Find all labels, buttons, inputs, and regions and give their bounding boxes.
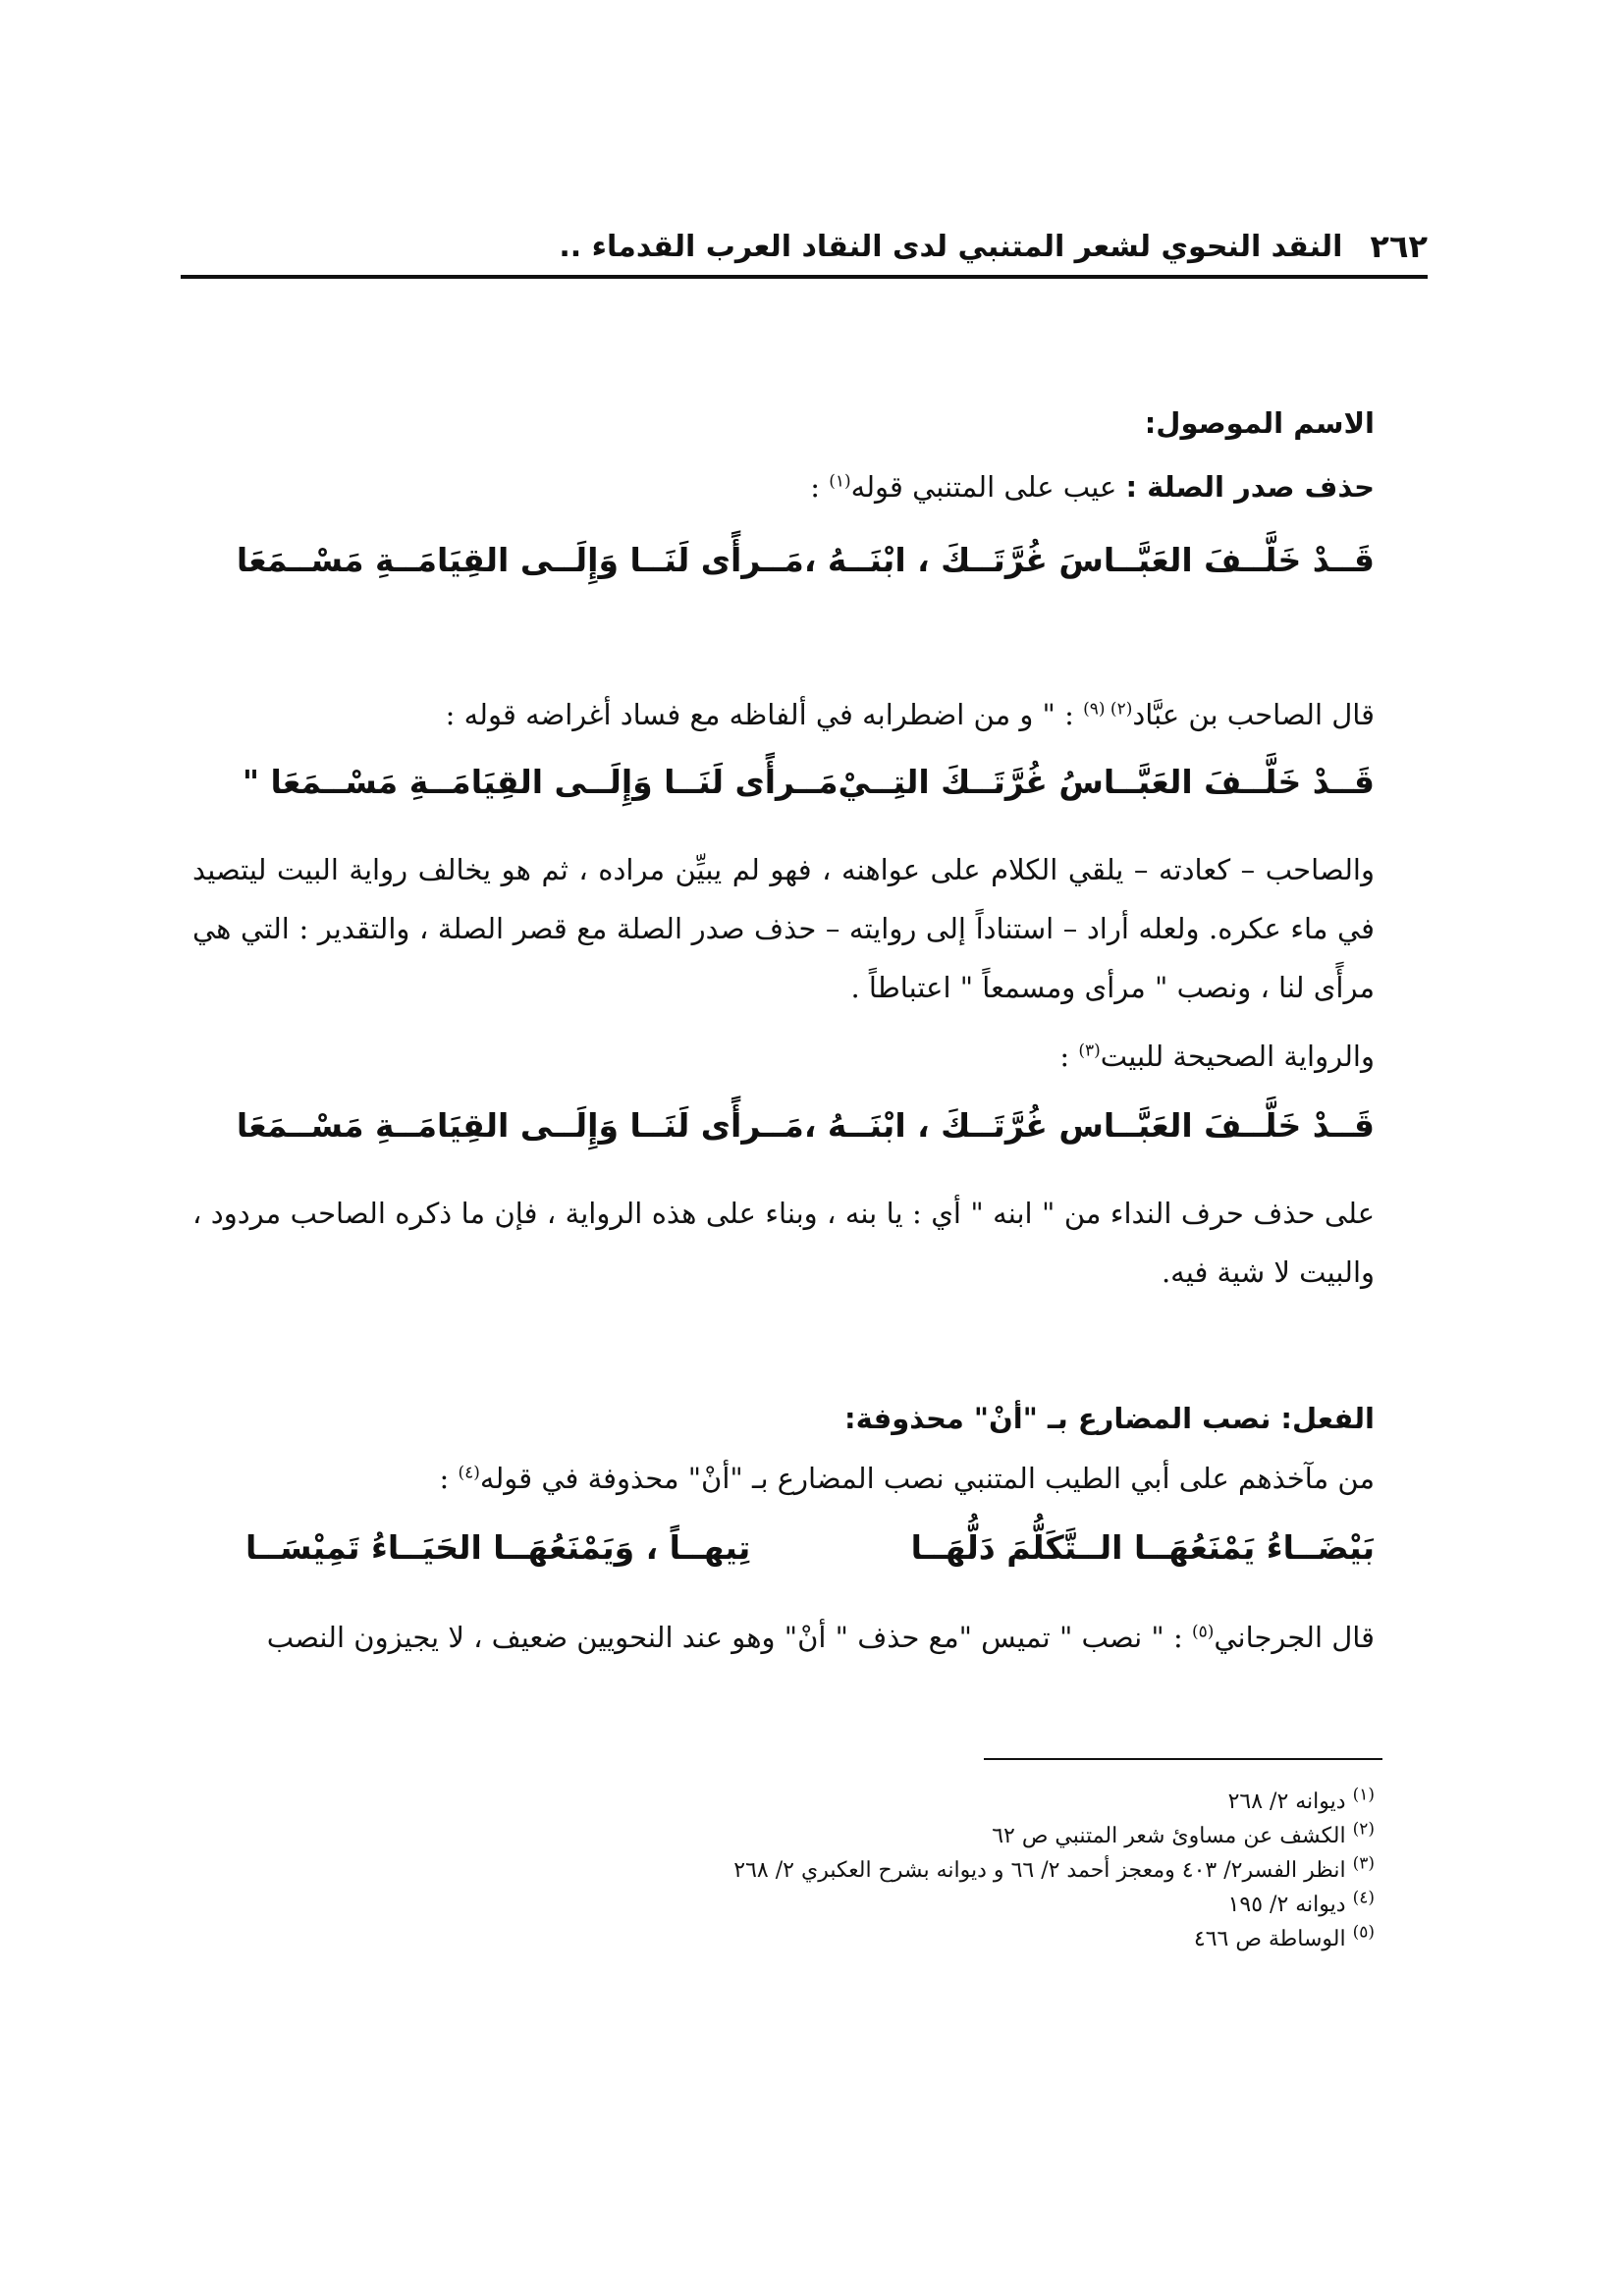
footnote-number: (٤) xyxy=(1352,1888,1375,1908)
intro-end-2: : xyxy=(439,1462,459,1495)
footnote-ref: (٤) xyxy=(458,1463,480,1483)
footnote-text: ديوانه ٢/ ١٩٥ xyxy=(1227,1893,1346,1917)
intro-text: عيب على المتنبي قوله xyxy=(850,470,1126,504)
verse-1 xyxy=(236,534,1375,585)
page-number: ٢٦٢ xyxy=(1370,228,1428,265)
verse-4 xyxy=(245,1522,1375,1573)
footnote-ref: (٥) xyxy=(1191,1622,1215,1642)
verse-3 xyxy=(236,1099,1375,1150)
verse-2-second-hemistich: مَــرأًى لَنَــا وَإِلَــى القِيَامَــةِ مَسْــمَعَا " xyxy=(242,762,839,801)
section-heading-relative-noun: الاسم الموصول: xyxy=(1144,406,1375,440)
footnote-number: (١) xyxy=(1352,1785,1375,1805)
jurjani-quote-text: : " نصب " تميس "مع حذف " أنْ" وهو عند النحويين ضعيف ، لا يجيزون النصب xyxy=(266,1621,1192,1654)
footnote-2 xyxy=(628,1819,1375,1853)
footnote-text: الوساطة ص ٤٦٦ xyxy=(1193,1927,1346,1951)
intro-line-2 xyxy=(196,1457,1375,1500)
intro-end: : xyxy=(810,470,830,504)
section-heading-verb: الفعل: نصب المضارع بـ "أنْ" محذوفة: xyxy=(844,1402,1375,1435)
footnote-text: ديوانه ٢/ ٢٦٨ xyxy=(1227,1789,1346,1814)
correct-reading-end: : xyxy=(1059,1040,1079,1073)
footnote-text: انظر الفسر٢/ ٤٠٣ ومعجز أحمد ٢/ ٦٦ و ديوانه بشرح العكبري ٢/ ٢٦٨ xyxy=(733,1858,1346,1883)
footnote-ref: (٣) xyxy=(1078,1041,1101,1061)
footnote-ref: (١) xyxy=(829,471,851,492)
correct-reading-text: والرواية الصحيحة للبيت xyxy=(1100,1040,1375,1073)
verse-1-second-hemistich: مَــرأًى لَنَــا وَإِلَــى القِيَامَــةِ مَسْــمَعَا xyxy=(236,540,804,579)
running-title: النقد النحوي لشعر المتنبي لدى النقاد العرب القدماء .. xyxy=(559,229,1343,264)
footnote-1 xyxy=(628,1785,1375,1819)
footnote-number: (٣) xyxy=(1352,1853,1375,1874)
quote-attribution: قال الصاحب بن عبَّاد xyxy=(1132,698,1375,731)
paragraph-conclusion: على حذف حرف النداء من " ابنه " أي : يا بنه ، وبناء على هذه الرواية ، فإن ما ذكره الصاحب مردود ، والبيت لا شية فيه. xyxy=(192,1197,1375,1289)
footnote-3 xyxy=(628,1853,1375,1888)
topic-label: حذف صدر الصلة : xyxy=(1125,470,1375,504)
jurjani-attribution: قال الجرجاني xyxy=(1214,1621,1375,1654)
correct-reading-line xyxy=(196,1035,1375,1078)
intro-line-1 xyxy=(196,465,1375,508)
page-header xyxy=(181,218,1428,279)
quote-text: : " و من اضطرابه في ألفاظه مع فساد أغراضه قوله : xyxy=(445,698,1084,731)
verse-3-second-hemistich: مَــرأًى لَنَــا وَإِلَــى القِيَامَــةِ مَسْــمَعَا xyxy=(236,1105,804,1145)
verse-2 xyxy=(242,756,1375,807)
verse-3-first-hemistich: قَــدْ خَلَّــفَ العَبَّــاس غُرَّتَــكَ ، ابْنَــهُ ، xyxy=(803,1105,1375,1145)
footnote-number: (٥) xyxy=(1352,1922,1375,1943)
verse-1-first-hemistich: قَــدْ خَلَّــفَ العَبَّــاسَ غُرَّتَــكَ ، ابْنَــهُ ، xyxy=(803,540,1375,579)
footnotes xyxy=(628,1785,1375,1956)
footnote-number: (٢) xyxy=(1352,1819,1375,1840)
verse-4-second-hemistich: تِيهــاً ، وَيَمْنَعُهَــا الحَيَــاءُ تَمِيْسَــا xyxy=(245,1527,751,1567)
footnote-4 xyxy=(628,1888,1375,1922)
intro-text-2: من مآخذهم على أبي الطيب المتنبي نصب المضارع بـ "أنْ" محذوفة في قوله xyxy=(479,1462,1375,1495)
jurjani-quote-line xyxy=(196,1616,1375,1659)
verse-2-first-hemistich: قَــدْ خَلَّــفَ العَبَّــاسُ غُرَّتَــكَ التِــيْ xyxy=(838,762,1375,801)
footnote-divider xyxy=(984,1758,1382,1760)
footnote-5 xyxy=(628,1922,1375,1956)
footnote-ref: (٢) (٩) xyxy=(1083,699,1133,720)
verse-4-first-hemistich: بَيْضَــاءُ يَمْنَعُهَــا الــتَّكَلُّمَ دَلُّهَــا xyxy=(910,1527,1375,1567)
paragraph-commentary: والصاحب – كعادته – يلقي الكلام على عواهنه ، فهو لم يبيِّن مراده ، ثم هو يخالف رواية البيت ليتصيد في ماء عكره. ولعله أراد – استناداً إلى روايته – حذف صدر الصلة مع قصر الصلة ، والتقدير : التي هي مرأًى لنا ، ونصب " مرأى ومسمعاً " اعتباطاً . xyxy=(192,853,1375,1004)
footnote-text: الكشف عن مساوئ شعر المتنبي ص ٦٢ xyxy=(992,1824,1346,1848)
quote-intro-line xyxy=(196,693,1375,736)
